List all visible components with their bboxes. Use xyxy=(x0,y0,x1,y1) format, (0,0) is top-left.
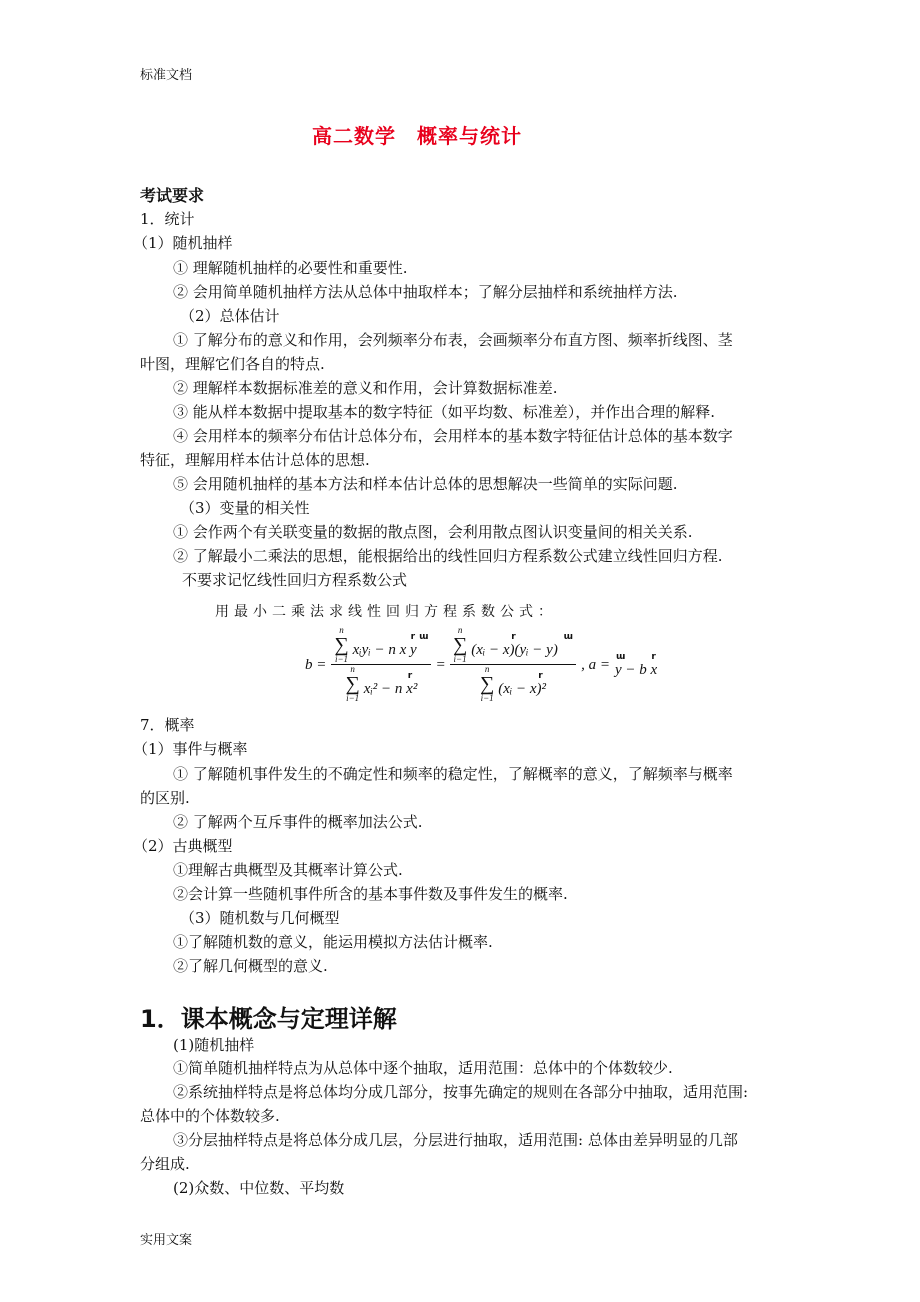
denominator-1-row xyxy=(343,665,421,703)
list-item: ① 会作两个有关联变量的数据的散点图，会利用散点图认识变量间的相关关系. xyxy=(173,523,693,541)
list-item: ② 理解样本数据标准差的意义和作用，会计算数据标准差. xyxy=(173,379,558,397)
accent-row xyxy=(353,632,429,642)
page-header: 标准文档 xyxy=(140,68,193,83)
mean-y-mark: ɯ xyxy=(615,651,626,662)
page-footer: 实用文案 xyxy=(140,1233,193,1248)
numerator-2: (xᵢ − x)(yᵢ − y) xyxy=(471,642,558,658)
subsection-heading: (2)众数、中位数、平均数 xyxy=(173,1179,345,1197)
summation xyxy=(346,665,360,703)
subsection-heading: (1)随机抽样 xyxy=(173,1036,255,1054)
list-item: ②会计算一些随机事件所含的基本事件数及事件发生的概率. xyxy=(173,885,568,903)
list-item-continued: 总体中的个体数较多. xyxy=(140,1107,280,1125)
list-item: ① 了解分布的意义和作用，会列频率分布表，会画频率分布直方图、频率折线图、茎 xyxy=(173,331,733,349)
summation xyxy=(453,626,467,664)
sum-upper-limit: n xyxy=(350,664,355,674)
mean-x-mark: r xyxy=(651,651,656,662)
denominator-2-row xyxy=(477,665,549,703)
list-item: ② 会用简单随机抽样方法从总体中抽取样本；了解分层抽样和系统抽样方法. xyxy=(173,283,678,301)
sum-symbol: ∑ xyxy=(345,673,360,695)
sum-lower-limit: i−1 xyxy=(480,693,494,703)
numerator-1: xᵢyᵢ − n x y xyxy=(352,642,417,658)
numerator-2-row xyxy=(450,626,576,664)
sum-upper-limit: n xyxy=(339,625,344,635)
chapter-heading: 1．课本概念与定理详解 xyxy=(140,1005,397,1033)
list-item: ② 了解最小二乘法的思想，能根据给出的线性回归方程系数公式建立线性回归方程. xyxy=(173,547,723,565)
section-heading: 考试要求 xyxy=(140,186,205,205)
subsection-heading: （2）古典概型 xyxy=(133,837,233,855)
accent-row xyxy=(615,652,657,662)
sum-upper-limit: n xyxy=(457,625,463,635)
list-item: ①理解古典概型及其概率计算公式. xyxy=(173,861,403,879)
mean-y-mark: ɯ xyxy=(563,632,574,642)
list-item: ②了解几何概型的意义. xyxy=(173,957,328,975)
accent-row xyxy=(498,671,546,681)
mean-x-mark: r xyxy=(538,671,543,681)
sum-lower-limit: i−1 xyxy=(334,654,349,664)
subsection-heading: （3）随机数与几何概型 xyxy=(180,909,340,927)
list-item: ③分层抽样特点是将总体分成几层，分层进行抽取，适用范围: 总体由差异明显的几部 xyxy=(173,1131,738,1149)
sum-symbol: ∑ xyxy=(479,673,495,695)
mean-x-mark: r xyxy=(511,632,516,642)
formula-intro: 用最小二乘法求线性回归方程系数公式： xyxy=(215,604,557,620)
list-item: ④ 会用样本的频率分布估计总体分布，会用样本的基本数字特征估计总体的基本数字 xyxy=(173,427,733,445)
regression-formula xyxy=(300,626,657,703)
formula-a: , a = xyxy=(581,656,610,673)
numerator-1-row xyxy=(331,626,431,664)
sum-lower-limit: i−1 xyxy=(453,654,467,664)
mean-x-mark: r xyxy=(407,671,413,681)
mean-y-mark: ɯ xyxy=(419,632,429,642)
list-item-continued: 分组成. xyxy=(140,1155,190,1173)
document-title: 高二数学 概率与统计 xyxy=(312,124,522,148)
list-item-continued: 特征，理解用样本估计总体的思想. xyxy=(140,451,370,469)
list-item: ① 了解随机事件发生的不确定性和频率的稳定性，了解概率的意义，了解频率与概率 xyxy=(173,765,733,783)
subsection-heading: （3）变量的相关性 xyxy=(180,499,310,517)
list-item: ③ 能从样本数据中提取基本的数字特征（如平均数、标准差），并作出合理的解释. xyxy=(173,403,716,421)
list-item: ① 理解随机抽样的必要性和重要性. xyxy=(173,259,408,277)
subsection-heading: （2）总体估计 xyxy=(180,307,280,325)
note: 不要求记忆线性回归方程系数公式 xyxy=(182,571,408,589)
list-item: ②系统抽样特点是将总体均分成几部分，按事先确定的规则在各部分中抽取，适用范围: xyxy=(173,1083,749,1101)
subsection-heading: （1）随机抽样 xyxy=(133,234,233,252)
list-item-continued: 叶图，理解它们各自的特点. xyxy=(140,355,325,373)
sum-upper-limit: n xyxy=(484,664,490,674)
subsection-heading: 1．统计 xyxy=(140,210,195,228)
list-item: ⑤ 会用随机抽样的基本方法和样本估计总体的思想解决一些简单的实际问题. xyxy=(173,475,678,493)
accent-row xyxy=(364,671,418,681)
list-item: ② 了解两个互斥事件的概率加法公式. xyxy=(173,813,423,831)
formula-a-rhs-block xyxy=(615,652,657,678)
subsection-heading: 7．概率 xyxy=(140,716,195,734)
sum-symbol: ∑ xyxy=(334,634,349,656)
list-item-continued: 的区别. xyxy=(140,789,190,807)
list-item: ①了解随机数的意义，能运用模拟方法估计概率. xyxy=(173,933,493,951)
summation xyxy=(480,665,494,703)
denominator-1: xᵢ² − n x² xyxy=(363,681,418,697)
summation xyxy=(334,626,348,664)
formula-b: b = xyxy=(305,656,327,673)
accent-row xyxy=(471,632,573,642)
list-item: ①简单随机抽样特点为从总体中逐个抽取，适用范围：总体中的个体数较少. xyxy=(173,1059,673,1077)
formula-a-rhs: y − b x xyxy=(614,661,658,678)
sum-symbol: ∑ xyxy=(452,634,468,656)
subsection-heading: （1）事件与概率 xyxy=(133,740,248,758)
sum-lower-limit: i−1 xyxy=(346,693,360,703)
fraction-1 xyxy=(331,626,431,703)
denominator-2: (xᵢ − x)² xyxy=(498,681,547,697)
equals-sign: = xyxy=(436,656,445,673)
mean-x-mark: r xyxy=(410,632,416,642)
fraction-2 xyxy=(450,626,576,703)
